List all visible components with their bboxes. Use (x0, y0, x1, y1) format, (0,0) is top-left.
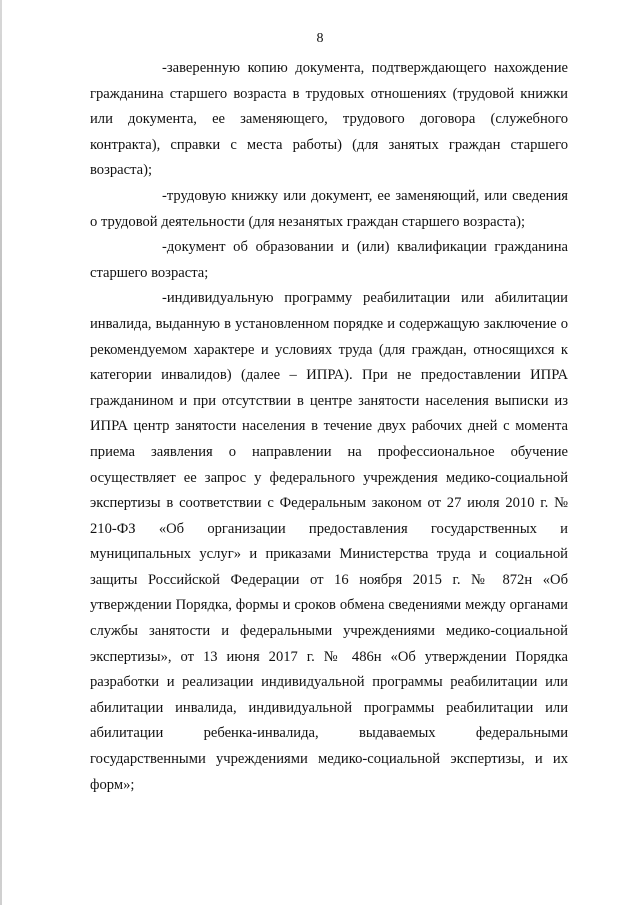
document-body (90, 56, 568, 798)
list-dash: - (162, 290, 167, 307)
list-item-text: заверенную копию документа, подтверждающего нахождение гражданина старшего возраста в трудовых отношениях (трудовой книжки или документа, ее заменяющего, трудового договора (служебного контракта), справки с места работы) (для занятых граждан старшего возраста); (90, 60, 568, 179)
list-dash: - (162, 239, 167, 256)
page-number: 8 (316, 31, 324, 46)
list-dash: - (162, 187, 167, 204)
list-item-education-document (90, 235, 568, 286)
list-item-rehabilitation-program (90, 286, 568, 798)
list-item-work-book (90, 184, 568, 235)
list-item-certified-copy (90, 56, 568, 184)
list-item-text: трудовую книжку или документ, ее заменяющий, или сведения о трудовой деятельности (для незанятых граждан старшего возраста); (90, 187, 568, 230)
list-item-text: индивидуальную программу реабилитации или абилитации инвалида, выданную в установленном порядке и содержащую заключение о рекомендуемом характере и условиях труда (для граждан, относящихся к категории инвалидов) (далее – ИПРА). При не предоставлении ИПРА гражданином и при отсутствии в центре занятости населения выписки из ИПРА центр занятости населения в течение двух рабочих дней с момента приема заявления о направлении на профессиональное обучение осуществляет ее запрос у федерального учреждения медико-социальной экспертизы в соответствии с Федеральным законом от 27 июля 2010 г. № 210-ФЗ «Об организации предоставления государственных и муниципальных услуг» и приказами Министерства труда и социальной защиты Российской Федерации от 16 ноября 2015 г. № 872н «Об утверждении Порядка, формы и сроков обмена сведениями между органами службы занятости и федеральными учреждениями медико-социальной экспертизы», от 13 июня 2017 г. № 486н «Об утверждении Порядка разработки и реализации индивидуальной программы реабилитации или абилитации инвалида, индивидуальной программы реабилитации или абилитации ребенка-инвалида, выдаваемых федеральными государственными учреждениями медико-социальной экспертизы, и их форм»; (90, 290, 568, 793)
list-item-text: документ об образовании и (или) квалификации гражданина старшего возраста; (90, 239, 568, 281)
scan-edge-shadow (0, 0, 2, 905)
list-dash: - (162, 60, 167, 76)
